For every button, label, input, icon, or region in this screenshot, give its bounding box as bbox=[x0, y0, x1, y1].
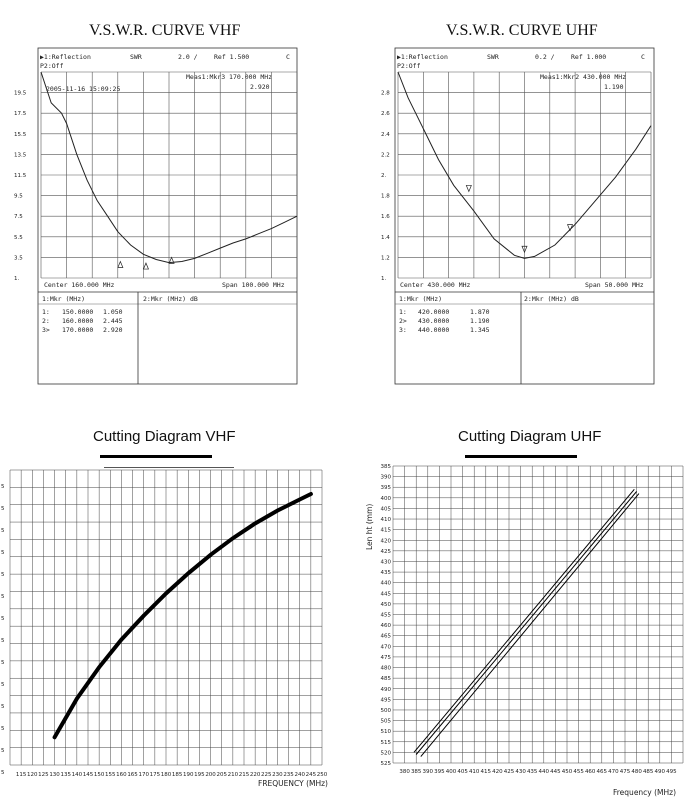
cut-uhf-x-tick: 435 bbox=[526, 769, 538, 775]
cut-uhf-x-tick: 495 bbox=[666, 769, 677, 775]
vswr-vhf-y-tick: 17.5 bbox=[14, 111, 27, 118]
vswr-vhf-y-tick: 9.5 bbox=[14, 193, 23, 200]
cut-vhf-y-tick: 5 bbox=[1, 506, 5, 512]
cut-vhf-x-tick: 205 bbox=[216, 772, 227, 778]
vswr-vhf-header-swr: SWR bbox=[130, 53, 142, 61]
svg-text:1:: 1: bbox=[42, 308, 50, 316]
svg-text:1.870: 1.870 bbox=[470, 308, 490, 316]
vswr-vhf-y-tick: 3.5 bbox=[14, 255, 23, 262]
vswr-vhf-table-right-header: 2:Mkr (MHz) dB bbox=[143, 295, 198, 303]
cut-vhf-y-tick: 5 bbox=[1, 682, 5, 688]
cut-uhf-x-tick: 425 bbox=[503, 769, 515, 775]
vswr-vhf-y-tick: 5.5 bbox=[14, 234, 23, 241]
cut-vhf-x-tick: 155 bbox=[105, 772, 116, 778]
cut-vhf-y-tick: 5 bbox=[1, 660, 5, 666]
svg-text:440.0000: 440.0000 bbox=[418, 326, 450, 334]
cut-uhf-x-tick: 470 bbox=[608, 769, 619, 775]
cut-vhf-title: Cutting Diagram VHF bbox=[93, 428, 236, 445]
cut-uhf-y-tick: 435 bbox=[380, 570, 391, 577]
cut-vhf-y-tick: 5 bbox=[1, 726, 5, 732]
svg-text:2.445: 2.445 bbox=[103, 317, 123, 325]
svg-text:430.0000: 430.0000 bbox=[418, 317, 450, 325]
vswr-uhf-grid bbox=[398, 72, 651, 278]
cut-uhf-y-tick: 420 bbox=[380, 538, 391, 545]
vswr-vhf-header-scale: 2.0 / bbox=[178, 53, 198, 61]
cut-vhf-y-tick: 5 bbox=[1, 616, 5, 622]
cut-uhf-x-tick: 490 bbox=[654, 769, 666, 775]
cut-vhf-x-tick: 195 bbox=[194, 772, 205, 778]
cut-vhf-y-tick: 5 bbox=[1, 638, 5, 644]
cut-uhf-y-ticks bbox=[381, 464, 392, 767]
cut-uhf-panel bbox=[365, 464, 683, 797]
cut-uhf-series-line bbox=[414, 489, 634, 752]
vswr-vhf-marker bbox=[143, 263, 148, 269]
svg-text:2>: 2> bbox=[399, 317, 407, 325]
cut-uhf-y-tick: 505 bbox=[380, 718, 391, 725]
cut-uhf-x-tick: 390 bbox=[422, 769, 434, 775]
cut-vhf-x-tick: 185 bbox=[171, 772, 183, 778]
vswr-vhf-markers bbox=[118, 257, 174, 269]
cut-vhf-panel bbox=[1, 470, 328, 788]
cut-vhf-y-tick: 5 bbox=[1, 572, 5, 578]
cut-uhf-x-tick: 395 bbox=[434, 769, 445, 775]
svg-text:170.0000: 170.0000 bbox=[62, 326, 94, 334]
vswr-uhf-header-swr: SWR bbox=[487, 53, 499, 61]
cut-uhf-y-tick: 460 bbox=[380, 623, 391, 630]
cut-uhf-y-tick: 490 bbox=[380, 686, 391, 693]
vswr-uhf-header-scale: 0.2 / bbox=[535, 53, 555, 61]
vswr-uhf-y-tick: 1.4 bbox=[381, 234, 390, 241]
cut-uhf-x-tick: 400 bbox=[445, 769, 457, 775]
vswr-vhf-header-1: ▶1:Reflection bbox=[40, 53, 91, 61]
cut-vhf-x-ticks bbox=[16, 772, 328, 778]
cut-vhf-x-tick: 150 bbox=[93, 772, 105, 778]
svg-text:3>: 3> bbox=[42, 326, 50, 334]
svg-text:1.345: 1.345 bbox=[470, 326, 490, 334]
cut-vhf-y-tick: 5 bbox=[1, 484, 5, 490]
vswr-uhf-y-tick: 2.8 bbox=[381, 90, 390, 97]
cut-vhf-x-tick: 145 bbox=[82, 772, 94, 778]
vswr-vhf-timestamp: 2005-11-16 15:09:25 bbox=[46, 85, 121, 93]
vswr-uhf-y-ticks bbox=[381, 91, 390, 282]
vswr-uhf-table-right-header: 2:Mkr (MHz) dB bbox=[524, 295, 579, 303]
vswr-uhf-table-left-header: 1:Mkr (MHz) bbox=[399, 295, 443, 303]
cut-vhf-x-tick: 175 bbox=[149, 772, 161, 778]
vswr-uhf-y-tick: 2.6 bbox=[381, 111, 390, 118]
cut-vhf-x-tick: 190 bbox=[183, 772, 194, 778]
cut-uhf-y-tick: 495 bbox=[380, 697, 391, 704]
cut-uhf-x-tick: 465 bbox=[596, 769, 608, 775]
vswr-vhf-center: Center 160.000 MHz bbox=[44, 281, 115, 289]
vswr-vhf-header-2: P2:Off bbox=[40, 62, 64, 70]
svg-text:1.190: 1.190 bbox=[470, 317, 490, 325]
cut-uhf-title: Cutting Diagram UHF bbox=[458, 428, 602, 445]
vswr-uhf-center: Center 430.000 MHz bbox=[400, 281, 471, 289]
vswr-uhf-y-tick: 1. bbox=[381, 276, 387, 282]
cut-vhf-y-tick: 5 bbox=[1, 704, 5, 710]
vswr-vhf-header-ref: Ref 1.500 bbox=[214, 53, 250, 61]
vswr-vhf-header-c: C bbox=[286, 53, 290, 61]
cut-vhf-x-tick: 210 bbox=[227, 772, 239, 778]
cut-uhf-x-tick: 440 bbox=[538, 769, 550, 775]
cut-uhf-y-tick: 465 bbox=[380, 633, 391, 640]
cut-vhf-x-tick: 125 bbox=[38, 772, 49, 778]
cut-uhf-y-tick: 400 bbox=[380, 495, 391, 502]
cut-uhf-x-tick: 380 bbox=[399, 769, 410, 775]
svg-text:2.920: 2.920 bbox=[103, 326, 123, 334]
cut-uhf-x-tick: 450 bbox=[561, 769, 573, 775]
cut-vhf-x-tick: 200 bbox=[205, 772, 216, 778]
cut-uhf-y-tick: 410 bbox=[380, 517, 391, 524]
vswr-vhf-table-row-3 bbox=[42, 326, 123, 334]
cut-vhf-x-tick: 120 bbox=[27, 772, 38, 778]
cut-uhf-y-tick: 480 bbox=[380, 665, 391, 672]
vswr-vhf-y-tick: 7.5 bbox=[14, 214, 23, 221]
vswr-vhf-title: V.S.W.R. CURVE VHF bbox=[89, 22, 241, 39]
cut-vhf-x-tick: 160 bbox=[116, 772, 127, 778]
cut-uhf-series-line bbox=[416, 492, 636, 755]
cut-uhf-x-tick: 475 bbox=[619, 769, 631, 775]
cut-vhf-y-tick: 5 bbox=[1, 528, 5, 534]
cut-vhf-curve bbox=[55, 494, 311, 737]
vswr-uhf-panel bbox=[381, 48, 654, 384]
vswr-vhf-marker-value: 2.920 bbox=[250, 83, 270, 91]
vswr-vhf-y-tick: 13.5 bbox=[14, 152, 27, 159]
cut-uhf-x-tick: 385 bbox=[410, 769, 422, 775]
cut-uhf-x-tick: 460 bbox=[584, 769, 596, 775]
svg-text:1.050: 1.050 bbox=[103, 308, 123, 316]
vswr-vhf-panel bbox=[14, 48, 297, 384]
cut-vhf-x-tick: 140 bbox=[71, 772, 83, 778]
cut-vhf-x-tick: 230 bbox=[272, 772, 283, 778]
cut-uhf-y-tick: 385 bbox=[380, 464, 391, 470]
cut-uhf-x-tick: 480 bbox=[631, 769, 642, 775]
vswr-uhf-y-tick: 1.2 bbox=[381, 255, 390, 262]
vswr-vhf-y-tick: 1. bbox=[14, 276, 20, 282]
cut-uhf-y-tick: 510 bbox=[380, 729, 391, 736]
cut-uhf-y-tick: 525 bbox=[380, 761, 391, 767]
cut-uhf-x-tick: 420 bbox=[492, 769, 503, 775]
vswr-uhf-table-row-2 bbox=[399, 317, 490, 325]
cut-uhf-y-tick: 395 bbox=[380, 485, 391, 492]
cut-uhf-y-tick: 405 bbox=[380, 506, 391, 513]
cut-uhf-y-tick: 390 bbox=[380, 474, 391, 481]
cut-uhf-x-tick: 415 bbox=[480, 769, 492, 775]
cut-uhf-y-tick: 485 bbox=[380, 676, 391, 683]
cut-uhf-y-tick: 455 bbox=[380, 612, 391, 619]
cut-uhf-xlabel: Frequency (MHz) bbox=[613, 788, 677, 797]
vswr-uhf-y-tick: 1.6 bbox=[381, 214, 390, 221]
cut-uhf-x-tick: 455 bbox=[573, 769, 584, 775]
vswr-vhf-y-tick: 19.5 bbox=[14, 90, 27, 97]
vswr-uhf-y-tick: 1.8 bbox=[381, 193, 390, 200]
cut-uhf-y-tick: 440 bbox=[380, 580, 391, 587]
cut-vhf-x-tick: 170 bbox=[138, 772, 149, 778]
svg-text:1:: 1: bbox=[399, 308, 407, 316]
cut-uhf-y-tick: 425 bbox=[380, 548, 391, 555]
vswr-vhf-y-ticks bbox=[14, 91, 27, 282]
vswr-vhf-table-left-header: 1:Mkr (MHz) bbox=[42, 295, 86, 303]
svg-text:3:: 3: bbox=[399, 326, 407, 334]
cut-vhf-y-tick: 5 bbox=[1, 770, 5, 776]
vswr-vhf-y-tick: 15.5 bbox=[14, 131, 27, 138]
cut-uhf-y-tick: 475 bbox=[380, 654, 391, 661]
vswr-vhf-table-row-2 bbox=[42, 317, 123, 325]
cut-uhf-x-ticks bbox=[399, 769, 677, 775]
cut-uhf-y-tick: 445 bbox=[380, 591, 391, 598]
cut-vhf-x-tick: 130 bbox=[49, 772, 60, 778]
vswr-uhf-header-ref: Ref 1.000 bbox=[571, 53, 607, 61]
cut-uhf-y-tick: 450 bbox=[380, 601, 391, 608]
vswr-vhf-marker-readout: Meas1:Mkr3 170.000 MHz bbox=[186, 73, 273, 81]
svg-text:150.0000: 150.0000 bbox=[62, 308, 94, 316]
vswr-uhf-table-row-3 bbox=[399, 326, 490, 334]
vswr-uhf-marker bbox=[466, 185, 471, 191]
svg-text:420.0000: 420.0000 bbox=[418, 308, 450, 316]
cut-vhf-x-tick: 250 bbox=[316, 772, 328, 778]
cut-vhf-grid bbox=[10, 470, 322, 765]
cut-uhf-y-tick: 515 bbox=[380, 739, 391, 746]
vswr-uhf-marker-readout: Meas1:Mkr2 430.000 MHz bbox=[540, 73, 627, 81]
cut-vhf-y-tick: 5 bbox=[1, 550, 5, 556]
vswr-uhf-span: Span 50.000 MHz bbox=[585, 281, 644, 289]
cut-vhf-x-tick: 220 bbox=[249, 772, 261, 778]
cut-uhf-x-tick: 405 bbox=[457, 769, 468, 775]
cut-vhf-x-tick: 215 bbox=[238, 772, 250, 778]
vswr-vhf-span: Span 100.000 MHz bbox=[222, 281, 285, 289]
cut-vhf-y-ticks bbox=[1, 484, 5, 776]
vswr-uhf-y-tick: 2.4 bbox=[381, 131, 390, 138]
vswr-uhf-y-tick: 2.2 bbox=[381, 152, 390, 159]
cut-vhf-xlabel: FREQUENCY (MHz) bbox=[258, 779, 328, 788]
cut-vhf-x-tick: 240 bbox=[294, 772, 305, 778]
cut-uhf-y-tick: 520 bbox=[380, 750, 391, 757]
cut-vhf-x-tick: 135 bbox=[60, 772, 71, 778]
cut-uhf-x-tick: 485 bbox=[642, 769, 654, 775]
cut-uhf-x-tick: 445 bbox=[550, 769, 561, 775]
cut-vhf-x-tick: 165 bbox=[127, 772, 138, 778]
cut-vhf-y-tick: 5 bbox=[1, 594, 5, 600]
cut-uhf-x-tick: 410 bbox=[468, 769, 480, 775]
vswr-uhf-y-tick: 2. bbox=[381, 173, 387, 179]
cut-vhf-x-tick: 115 bbox=[15, 772, 27, 778]
cut-uhf-x-tick: 430 bbox=[515, 769, 526, 775]
vswr-uhf-header-2: P2:Off bbox=[397, 62, 421, 70]
cut-uhf-y-tick: 415 bbox=[380, 527, 391, 534]
vswr-vhf-grid bbox=[41, 72, 297, 278]
vswr-vhf-table-row-1 bbox=[42, 308, 123, 316]
svg-text:2:: 2: bbox=[42, 317, 50, 325]
vswr-uhf-title: V.S.W.R. CURVE UHF bbox=[446, 22, 598, 39]
cut-vhf-x-tick: 235 bbox=[283, 772, 294, 778]
cut-vhf-y-tick: 5 bbox=[1, 748, 5, 754]
cut-vhf-x-tick: 245 bbox=[305, 772, 317, 778]
cut-uhf-y-tick: 500 bbox=[380, 707, 391, 714]
cut-vhf-x-tick: 180 bbox=[160, 772, 172, 778]
svg-text:160.0000: 160.0000 bbox=[62, 317, 94, 325]
vswr-vhf-marker bbox=[118, 262, 123, 268]
vswr-uhf-marker-value: 1.190 bbox=[604, 83, 624, 91]
vswr-uhf-header-c: C bbox=[641, 53, 645, 61]
cut-vhf-x-tick: 225 bbox=[261, 772, 272, 778]
cut-uhf-ylabel: Len ht (mm) bbox=[365, 503, 374, 550]
cut-uhf-y-tick: 470 bbox=[380, 644, 391, 651]
cut-uhf-y-tick: 430 bbox=[380, 559, 391, 566]
vswr-uhf-header-1: ▶1:Reflection bbox=[397, 53, 448, 61]
vswr-vhf-y-tick: 11.5 bbox=[14, 173, 27, 179]
vswr-uhf-table-row-1 bbox=[399, 308, 490, 316]
